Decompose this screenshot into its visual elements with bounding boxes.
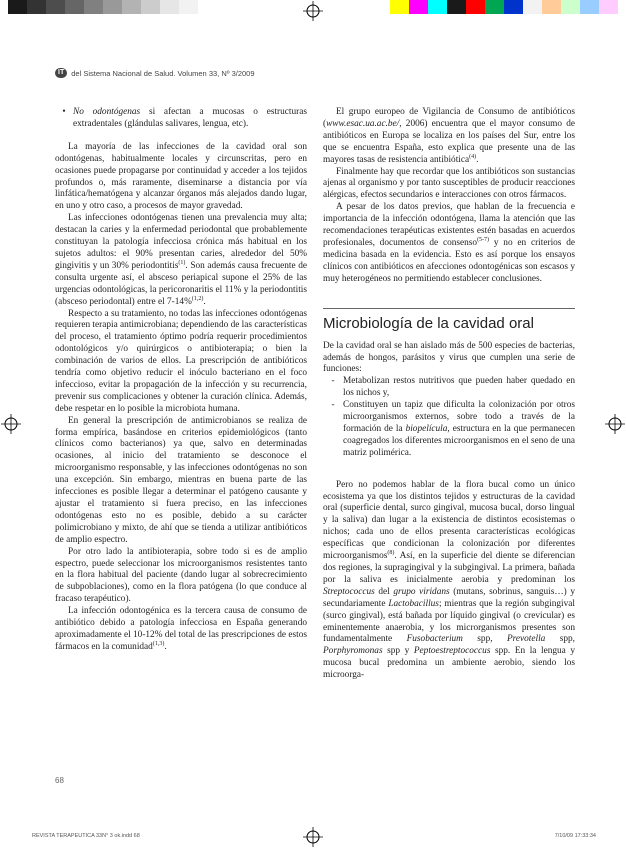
color-swatch: [27, 0, 46, 14]
paragraph: Respecto a su tratamiento, no todas las infecciones odontógenas requieren terapia antimicrobiana; dependiendo de las características del proceso, el tratamiento óptimo podría requerir procedimientos odontológicos y/o quirúrgicos o antibioterapia; o bien la combinación de varios de ellos. La prescripción de antibióticos tendría como objetivo reducir el inóculo bacteriano en el foco infeccioso, evitar la propagación de la infección y su recurrencia, prevenir sus complicaciones y obtener la curación clínica. Además, debe respetar en lo posible la microbiota humana.: [55, 308, 307, 414]
paragraph: Por otro lado la antibioterapia, sobre todo si es de amplio espectro, puede seleccionar los microorganismos resistentes tanto en la flora habitual del paciente (dando lugar al sobrecrecimiento de subpoblaciones), como en la flora patógena (lo que conduce al fracaso terapéutico).: [55, 546, 307, 605]
running-header: [55, 68, 255, 78]
color-swatch: [447, 0, 466, 14]
citation: (1): [178, 259, 186, 266]
journal-logo: IT: [55, 68, 67, 78]
bullet-term: No odontógenas: [73, 107, 141, 117]
color-swatch: [122, 0, 141, 14]
color-swatch: [599, 0, 618, 14]
color-swatch: [8, 0, 27, 14]
color-swatch: [390, 0, 409, 14]
paragraph: De la cavidad oral se han aislado más de 500 especies de bacterias, además de hongos, parásitos y virus que cumplen una serie de funciones:: [323, 340, 575, 375]
registration-mark-icon: [604, 413, 626, 435]
left-column: [55, 107, 307, 654]
color-swatch: [84, 0, 103, 14]
citation: (1,3): [152, 640, 165, 647]
registration-mark-icon: [302, 0, 324, 22]
citation: (5-7): [477, 236, 490, 243]
process-color-bar: [390, 0, 618, 14]
color-swatch: [141, 0, 160, 14]
paragraph: La mayoría de las infecciones de la cavidad oral son odontógenas, habitualmente locales y circunscritas, pero en ocasiones puede propagarse por continuidad y acceder a los tejidos profundos o, más raramente, diseminarse a distancia por vía linfática/hematógena y alcanzar órganos más alejados dando lugar, en uno y otro caso, a procesos de mayor gravedad.: [55, 141, 307, 212]
color-swatch: [46, 0, 65, 14]
registration-mark-icon: [302, 826, 324, 848]
color-swatch: [561, 0, 580, 14]
color-swatch: [65, 0, 84, 14]
color-swatch: [428, 0, 447, 14]
journal-name: del Sistema Nacional de Salud. Volumen 33, Nº 3/2009: [71, 68, 255, 78]
paragraph: La infección odontogénica es la tercera causa de consumo de antibiótico debido a patología infecciosa en España generando aproximadamente el 10-12% del total de las prescripciones de estos fármacos en la comunidad$^{(1,3)}$.: [55, 606, 307, 652]
page-number: 68: [55, 776, 64, 785]
color-swatch: [504, 0, 523, 14]
paragraph: Finalmente hay que recordar que los antibióticos son sustancias ajenas al organismo y por tanto susceptibles de producir reacciones alérgicas, efectos secundarios e interacciones con otros fármacos.: [323, 166, 575, 201]
bullet-description: si afectan a mucosas o estructuras extradentales (glándulas salivares, lengua, etc).: [73, 107, 307, 129]
color-swatch: [485, 0, 504, 14]
color-swatch: [466, 0, 485, 14]
citation: (1,2): [191, 295, 204, 302]
paragraph: Pero no podemos hablar de la flora bucal como un único ecosistema ya que los distintos tejidos y estructuras de la cavidad oral (superficie dental, surco gingival, mucosa bucal, dorso lingual y la saliva) dan lugar a la existencia de distintos ecosistemas o nichos; cada uno de ellos presenta características ecológicas específicas que condicionan la colonización por diferentes microorganismos$^{(8)}$. Así, en la superficie del diente se diferencian dos regiones, la supragingival y la subgingival. La primera, bañada por la saliva es inicialmente aerobia y predominan los Streptococcus del grupo viridans (mutans, sobrinus, sanguis…) y secundariamente Lactobacillus; mientras que la región subgingival (surco gingival), está bañada por líquido gingival (o crevicular) es eminentemente anaerobia, y los microrganismos presentes son fundamentalmente Fusobacterium spp, Prevotella spp, Porphyromonas spp y Peptoestreptococcus spp. En la lengua y mucosa bucal predomina un ambiente aerobio, siendo los microorga-: [323, 479, 576, 681]
paragraph: El grupo europeo de Vigilancia de Consumo de antibióticos (www.esac.ua.ac.be/, 2006) encuentra que el mayor consumo de antibióticos en Europa se localiza en los países del Sur, entre los que se encuentra España, esto explica que presente una de las mayores tasas de resistencia antibiótica$^{(4)}$.: [323, 107, 575, 165]
list-item: - Constituyen un tapiz que dificulta la colonización por otros microorganismos externos, sobre todo a través de la formación de la biopelícula, estructura en la que permanecen coagregados los diferentes microorganismos en el seno de una matriz polimérica.: [331, 400, 575, 458]
url-link: www.esac.ua.ac.be/: [326, 118, 400, 129]
paragraph: Las infecciones odontógenas tienen una prevalencia muy alta; destacan la caries y la enfermedad periodontal que probablemente constituyan la patología infecciosa crónica más habitual en los sujetos adultos: el 90% presentan caries, alrededor del 50% gingivitis y un 30% periodontitis$^{(1)}$. Son además causa frecuente de consulta urgente así, el absceso periapical supone el 25% de las urgencias odontológicas, la pericoronaritis el 11% y la periodontitis (absceso periodontal) entre el 7-14%$^{(1,2)}$.: [55, 213, 307, 307]
list-item: - Metabolizan restos nutritivos que pueden haber quedado en los nichos y,: [331, 376, 575, 399]
dash-list: [323, 376, 575, 459]
registration-mark-icon: [0, 413, 22, 435]
paragraph: A pesar de los datos previos, que hablan de la frecuencia e importancia de la infección odontógena, llama la atención que las recomendaciones terapéuticas existentes estén basadas en acuerdos profesionales, documentos de consenso$^{(5-7)}$ y no en criterios de medicina basada en la evidencia. Esto es así porque los ensayos clínicos con antibióticos en afecciones odontogénicas son escasos y muy heterogéneos no permitiendo establecer conclusiones.: [323, 202, 575, 284]
color-swatch: [542, 0, 561, 14]
citation: (4): [469, 153, 477, 160]
right-column: [323, 107, 575, 682]
bullet-text: [73, 107, 307, 131]
color-swatch: [523, 0, 542, 14]
print-slug-date: 7/10/09 17:33:34: [554, 833, 596, 839]
paragraph: En general la prescripción de antimicrobianos se realiza de forma empírica, basándose en criterios epidemiológicos (tanto clínicos como bacterianos) ya que, salvo en determinadas ocasiones, al inicio del tratamiento se desconoce el microorganismo responsable, y las infecciones odontógenas no son una excepción. Sin embargo, mientras en buena parte de las infecciones es posible llegar a determinar el patógeno causante y ajustar el tratamiento si fuera preciso, en las infecciones odontógenas esto no es posible, debido a su carácter polimicrobiano y mixto, de ahí que se tienda a utilizar antibióticos de amplio espectro.: [55, 415, 307, 545]
color-swatch: [103, 0, 122, 14]
greyscale-color-bar: [8, 0, 198, 14]
color-swatch: [580, 0, 599, 14]
citation: (8): [387, 550, 395, 556]
section-heading: Microbiología de la cavidad oral: [323, 308, 575, 333]
color-swatch: [160, 0, 179, 14]
bullet-icon: •: [62, 107, 66, 117]
color-swatch: [409, 0, 428, 14]
bullet-item: [55, 107, 307, 131]
print-slug-file: REVISTA TERAPEUTICA 33N° 3 ok.indd 68: [32, 833, 140, 839]
color-swatch: [179, 0, 198, 14]
